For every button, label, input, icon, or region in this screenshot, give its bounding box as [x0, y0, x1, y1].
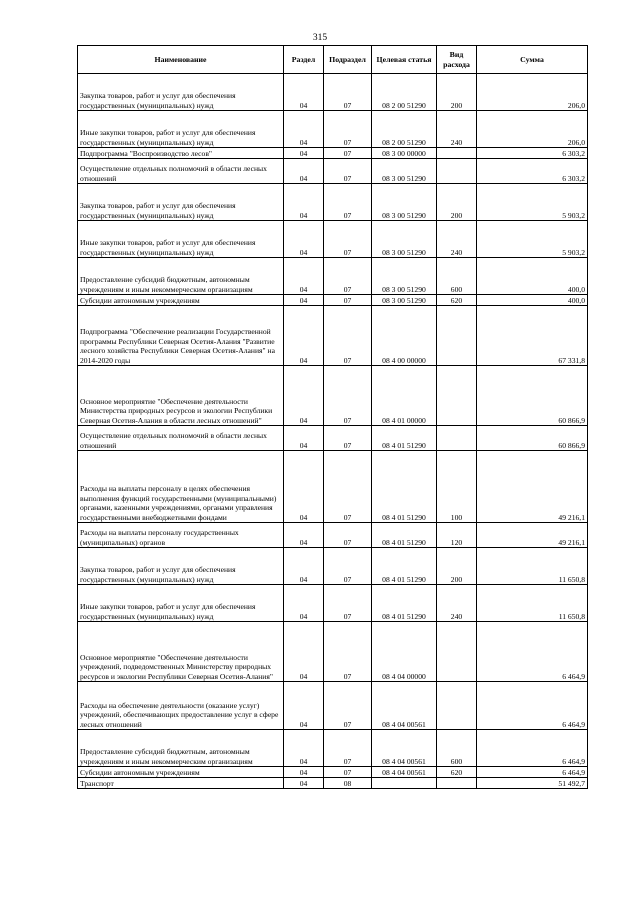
cell-expense-type — [437, 366, 477, 426]
table-row — [78, 111, 588, 148]
cell-section: 04 — [284, 451, 324, 523]
cell-expense-type: 200 — [437, 74, 477, 111]
cell-amount: 206,0 — [477, 74, 588, 111]
cell-name: Субсидии автономным учреждениям — [78, 767, 284, 778]
cell-section: 04 — [284, 148, 324, 159]
cell-expense-type — [437, 622, 477, 682]
cell-name: Осуществление отдельных полномочий в области лесных отношений — [78, 159, 284, 184]
cell-subsection: 07 — [324, 585, 372, 622]
cell-amount: 400,0 — [477, 295, 588, 306]
cell-section: 04 — [284, 221, 324, 258]
cell-amount: 206,0 — [477, 111, 588, 148]
cell-name: Транспорт — [78, 778, 284, 789]
cell-expense-type — [437, 148, 477, 159]
cell-target: 08 3 00 00000 — [372, 148, 437, 159]
cell-target: 08 2 00 51290 — [372, 111, 437, 148]
cell-target: 08 4 01 51290 — [372, 548, 437, 585]
cell-expense-type: 240 — [437, 111, 477, 148]
table-row — [78, 258, 588, 295]
table-row — [78, 730, 588, 767]
cell-expense-type — [437, 159, 477, 184]
cell-target: 08 3 00 51290 — [372, 295, 437, 306]
cell-name: Подпрограмма "Воспроизводство лесов" — [78, 148, 284, 159]
cell-expense-type: 620 — [437, 295, 477, 306]
cell-name: Предоставление субсидий бюджетным, автономным учреждениям и иным некоммерческим организациям — [78, 258, 284, 295]
cell-target: 08 4 04 00561 — [372, 730, 437, 767]
cell-section: 04 — [284, 767, 324, 778]
cell-subsection: 07 — [324, 184, 372, 221]
header-row — [78, 46, 588, 74]
cell-expense-type — [437, 778, 477, 789]
cell-expense-type: 600 — [437, 730, 477, 767]
cell-name: Иные закупки товаров, работ и услуг для обеспечения государственных (муниципальных) нужд — [78, 221, 284, 258]
cell-amount: 6 464,9 — [477, 730, 588, 767]
cell-section: 04 — [284, 426, 324, 451]
cell-target: 08 3 00 51290 — [372, 258, 437, 295]
cell-subsection: 07 — [324, 622, 372, 682]
cell-expense-type: 240 — [437, 585, 477, 622]
table-row — [78, 778, 588, 789]
table-row — [78, 74, 588, 111]
cell-name: Предоставление субсидий бюджетным, автономным учреждениям и иным некоммерческим организациям — [78, 730, 284, 767]
cell-expense-type: 620 — [437, 767, 477, 778]
table-row — [78, 366, 588, 426]
cell-target: 08 4 04 00561 — [372, 682, 437, 730]
table-row — [78, 184, 588, 221]
cell-name: Иные закупки товаров, работ и услуг для обеспечения государственных (муниципальных) нужд — [78, 585, 284, 622]
cell-section: 04 — [284, 74, 324, 111]
cell-amount: 6 464,9 — [477, 622, 588, 682]
cell-target — [372, 778, 437, 789]
cell-section: 04 — [284, 295, 324, 306]
cell-section: 04 — [284, 622, 324, 682]
cell-subsection: 07 — [324, 74, 372, 111]
cell-amount: 49 216,1 — [477, 523, 588, 548]
cell-section: 04 — [284, 523, 324, 548]
cell-subsection: 07 — [324, 730, 372, 767]
cell-amount: 6 303,2 — [477, 148, 588, 159]
cell-subsection: 07 — [324, 258, 372, 295]
cell-amount: 6 464,9 — [477, 682, 588, 730]
cell-target: 08 2 00 51290 — [372, 74, 437, 111]
table-row — [78, 306, 588, 366]
table-row — [78, 148, 588, 159]
table-row — [78, 426, 588, 451]
cell-name: Закупка товаров, работ и услуг для обеспечения государственных (муниципальных) нужд — [78, 184, 284, 221]
cell-expense-type: 100 — [437, 451, 477, 523]
cell-section: 04 — [284, 778, 324, 789]
cell-amount: 6 303,2 — [477, 159, 588, 184]
table-row — [78, 523, 588, 548]
table-row — [78, 159, 588, 184]
cell-subsection: 07 — [324, 221, 372, 258]
cell-subsection: 07 — [324, 523, 372, 548]
cell-subsection: 07 — [324, 426, 372, 451]
cell-amount: 51 492,7 — [477, 778, 588, 789]
cell-target: 08 4 04 00000 — [372, 622, 437, 682]
cell-section: 04 — [284, 306, 324, 366]
cell-section: 04 — [284, 366, 324, 426]
cell-name: Основное мероприятие "Обеспечение деятельности учреждений, подведомственных Министерству природных ресурсов и экологии Республики Северная Осетия-Алания" — [78, 622, 284, 682]
header-subsection: Подраздел — [324, 46, 372, 74]
table-row — [78, 682, 588, 730]
cell-subsection: 07 — [324, 767, 372, 778]
cell-section: 04 — [284, 730, 324, 767]
cell-amount: 67 331,8 — [477, 306, 588, 366]
header-expense-type: Вид расхода — [437, 46, 477, 74]
cell-amount: 49 216,1 — [477, 451, 588, 523]
cell-subsection: 07 — [324, 682, 372, 730]
table-body — [78, 74, 588, 789]
table-row — [78, 767, 588, 778]
cell-section: 04 — [284, 159, 324, 184]
cell-expense-type — [437, 682, 477, 730]
cell-amount: 5 903,2 — [477, 221, 588, 258]
cell-name: Закупка товаров, работ и услуг для обеспечения государственных (муниципальных) нужд — [78, 74, 284, 111]
table-row — [78, 622, 588, 682]
cell-name: Подпрограмма "Обеспечение реализации Государственной программы Республики Северная Осетия-Алания "Развитие лесного хозяйства Республики Северная Осетия-Алания" на 2014-2020 годы — [78, 306, 284, 366]
cell-subsection: 07 — [324, 111, 372, 148]
cell-name: Осуществление отдельных полномочий в области лесных отношений — [78, 426, 284, 451]
cell-amount: 6 464,9 — [477, 767, 588, 778]
cell-target: 08 4 00 00000 — [372, 306, 437, 366]
cell-amount: 400,0 — [477, 258, 588, 295]
cell-subsection: 07 — [324, 148, 372, 159]
cell-expense-type — [437, 426, 477, 451]
cell-name: Расходы на обеспечение деятельности (оказание услуг) учреждений, обеспечивающих предоставление услуг в сфере лесных отношений — [78, 682, 284, 730]
cell-name: Иные закупки товаров, работ и услуг для обеспечения государственных (муниципальных) нужд — [78, 111, 284, 148]
budget-table — [77, 45, 588, 789]
cell-amount: 11 650,8 — [477, 548, 588, 585]
cell-expense-type: 200 — [437, 548, 477, 585]
header-name: Наименование — [78, 46, 284, 74]
cell-section: 04 — [284, 585, 324, 622]
table-header — [78, 46, 588, 74]
cell-expense-type — [437, 306, 477, 366]
cell-expense-type: 200 — [437, 184, 477, 221]
cell-target: 08 3 00 51290 — [372, 184, 437, 221]
cell-name: Расходы на выплаты персоналу в целях обеспечения выполнения функций государственными (муниципальными) органами, казенными учреждениями, органами управления государственными внебюджетными фондами — [78, 451, 284, 523]
header-section: Раздел — [284, 46, 324, 74]
cell-section: 04 — [284, 548, 324, 585]
cell-amount: 60 866,9 — [477, 426, 588, 451]
table-row — [78, 548, 588, 585]
cell-expense-type: 240 — [437, 221, 477, 258]
cell-section: 04 — [284, 184, 324, 221]
table-row — [78, 295, 588, 306]
cell-target: 08 4 01 51290 — [372, 523, 437, 548]
cell-amount: 11 650,8 — [477, 585, 588, 622]
header-target: Целевая статья — [372, 46, 437, 74]
cell-subsection: 07 — [324, 306, 372, 366]
cell-section: 04 — [284, 111, 324, 148]
cell-target: 08 4 01 51290 — [372, 585, 437, 622]
cell-section: 04 — [284, 682, 324, 730]
cell-target: 08 4 01 00000 — [372, 366, 437, 426]
cell-subsection: 07 — [324, 159, 372, 184]
cell-subsection: 07 — [324, 548, 372, 585]
cell-target: 08 4 01 51290 — [372, 426, 437, 451]
cell-expense-type: 600 — [437, 258, 477, 295]
header-amount: Сумма — [477, 46, 588, 74]
cell-amount: 5 903,2 — [477, 184, 588, 221]
cell-section: 04 — [284, 258, 324, 295]
table-row — [78, 221, 588, 258]
cell-target: 08 3 00 51290 — [372, 221, 437, 258]
cell-subsection: 07 — [324, 451, 372, 523]
cell-name: Основное мероприятие "Обеспечение деятельности Министерства природных ресурсов и экологии Республики Северная Осетия-Алания в области лесных отношений" — [78, 366, 284, 426]
cell-target: 08 3 00 51290 — [372, 159, 437, 184]
cell-expense-type: 120 — [437, 523, 477, 548]
cell-name: Субсидии автономным учреждениям — [78, 295, 284, 306]
cell-subsection: 08 — [324, 778, 372, 789]
cell-subsection: 07 — [324, 295, 372, 306]
cell-name: Расходы на выплаты персоналу государственных (муниципальных) органов — [78, 523, 284, 548]
cell-name: Закупка товаров, работ и услуг для обеспечения государственных (муниципальных) нужд — [78, 548, 284, 585]
table-row — [78, 451, 588, 523]
cell-target: 08 4 01 51290 — [372, 451, 437, 523]
cell-target: 08 4 04 00561 — [372, 767, 437, 778]
cell-amount: 60 866,9 — [477, 366, 588, 426]
table-row — [78, 585, 588, 622]
page-number: 315 — [312, 33, 328, 43]
cell-subsection: 07 — [324, 366, 372, 426]
